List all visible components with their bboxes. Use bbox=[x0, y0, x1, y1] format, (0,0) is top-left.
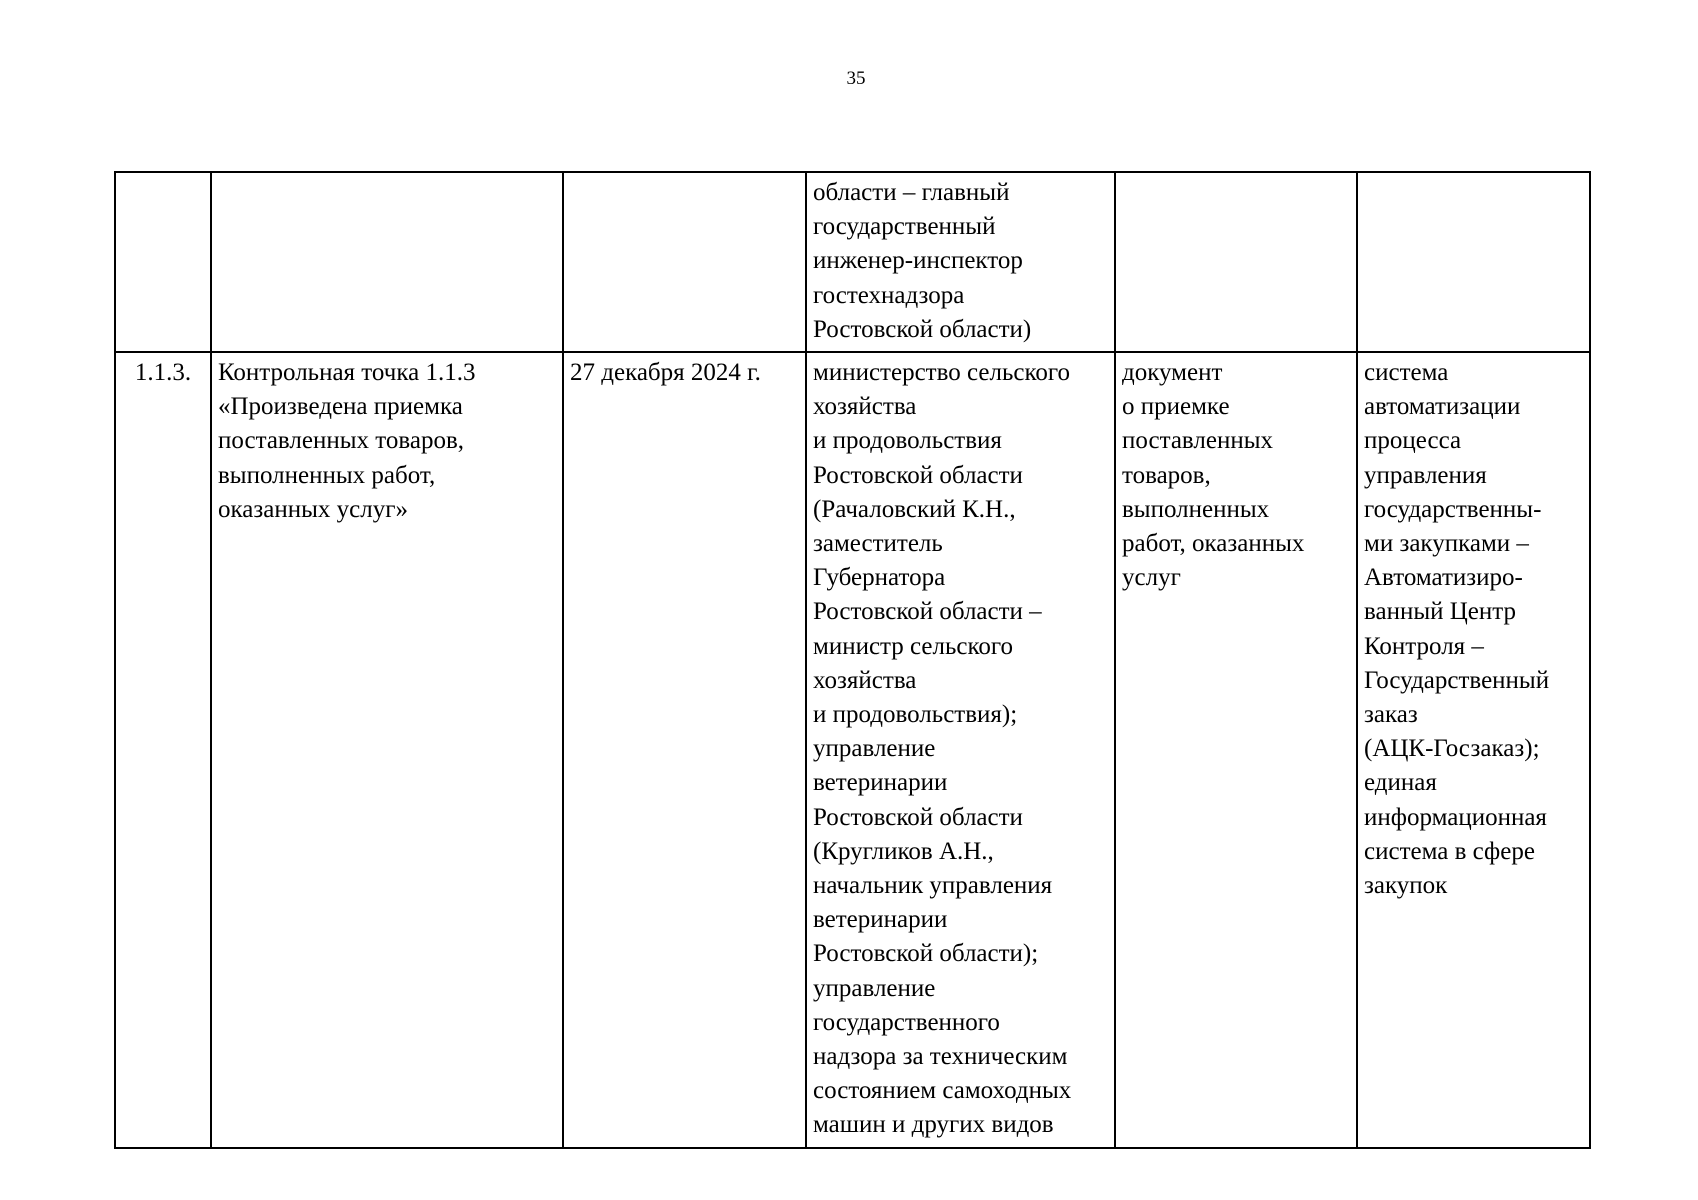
cell-date: 27 декабря 2024 г. bbox=[563, 352, 806, 1148]
table-row bbox=[115, 352, 1590, 1148]
cell-date bbox=[563, 172, 806, 352]
cell-name: Контрольная точка 1.1.3 «Произведена приемка поставленных товаров, выполненных работ, оказанных услуг» bbox=[211, 352, 563, 1148]
cell-system bbox=[1357, 172, 1590, 352]
page-number: 35 bbox=[846, 68, 866, 89]
table-row-continuation bbox=[115, 172, 1590, 352]
cell-document bbox=[1115, 172, 1357, 352]
cell-name bbox=[211, 172, 563, 352]
cell-number: 1.1.3. bbox=[115, 352, 211, 1148]
cell-responsible: министерство сельского хозяйства и продовольствия Ростовской области (Рачаловский К.Н., заместитель Губернатора Ростовской области – министр сельского хозяйства и продовольствия); управление ветеринарии Ростовской области (Кругликов А.Н., начальник управления ветеринарии Ростовской области); управление государственного надзора за техническим состоянием самоходных машин и других видов bbox=[806, 352, 1115, 1148]
control-points-table bbox=[114, 171, 1591, 1149]
cell-document: документ о приемке поставленных товаров, выполненных работ, оказанных услуг bbox=[1115, 352, 1357, 1148]
cell-number bbox=[115, 172, 211, 352]
cell-responsible: области – главный государственный инженер-инспектор гостехнадзора Ростовской области) bbox=[806, 172, 1115, 352]
cell-system: система автоматизации процесса управления государственны- ми закупками – Автоматизиро- ванный Центр Контроля – Государственный заказ (АЦК-Госзаказ); единая информационная система в сфере закупок bbox=[1357, 352, 1590, 1148]
